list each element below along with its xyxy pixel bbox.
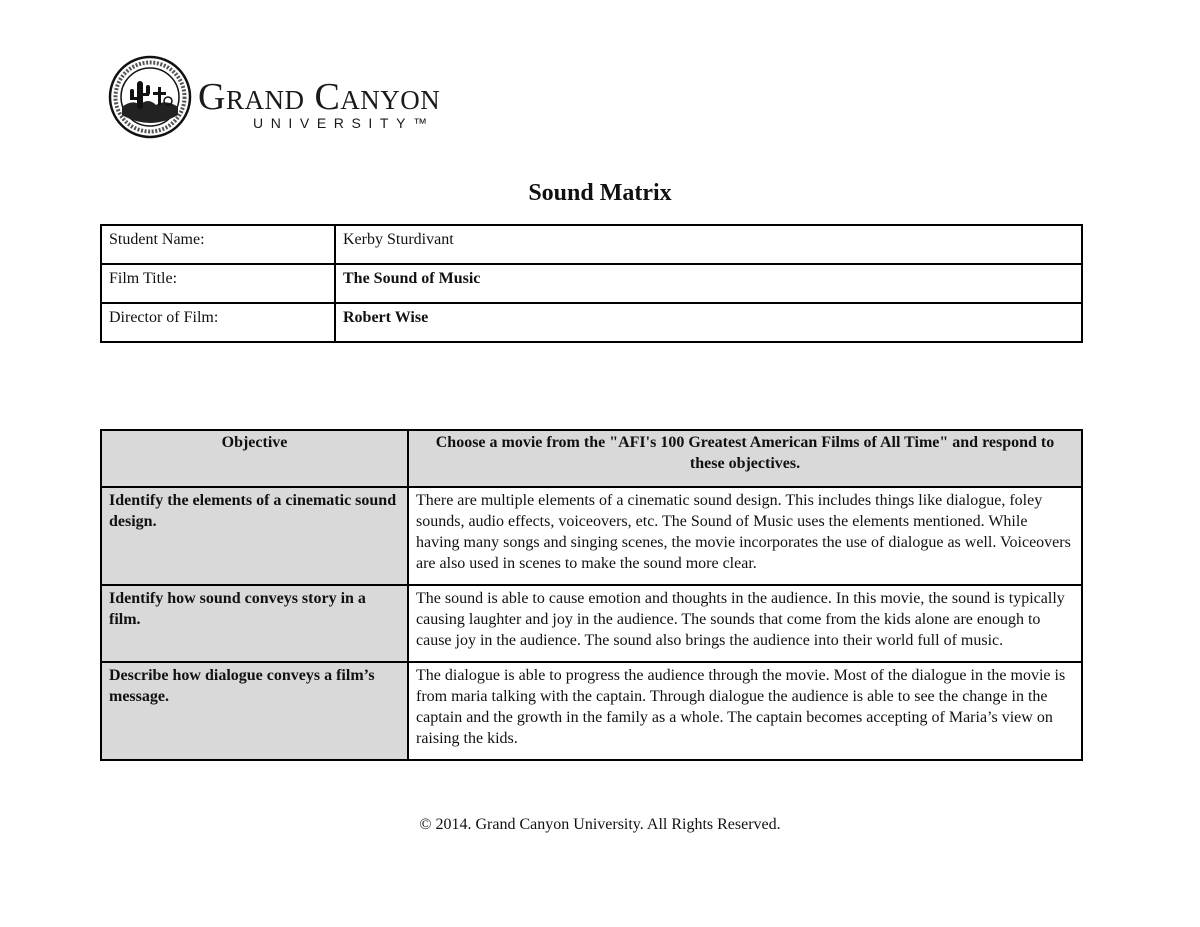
university-seal-icon — [108, 55, 192, 139]
response-cell: The sound is able to cause emotion and thoughts in the audience. In this movie, the sound is typically causing laughter and joy in the audience. The sounds that come from the kids alone are enough to cause joy in the audience. The sound also brings the audience into their world full of music. — [408, 585, 1082, 662]
wordmark-sub: UNIVERSITY™ — [253, 115, 435, 131]
response-column-header: Choose a movie from the "AFI's 100 Greatest American Films of All Time" and respond to these objectives. — [408, 430, 1082, 487]
objective-column-header: Objective — [101, 430, 408, 487]
sound-matrix-table — [100, 429, 1083, 761]
objective-cell: Describe how dialogue conveys a film’s message. — [101, 662, 408, 760]
table-row — [101, 662, 1082, 760]
table-row — [101, 585, 1082, 662]
info-row-student — [101, 225, 1082, 264]
university-wordmark — [198, 77, 440, 131]
info-row-director — [101, 303, 1082, 342]
wordmark-main: Grand Canyon — [198, 76, 441, 118]
response-cell: There are multiple elements of a cinematic sound design. This includes things like dialogue, foley sounds, audio effects, voiceovers, etc. The Sound of Music uses the elements mentioned. While having many songs and singing scenes, the movie incorporates the use of dialogue as well. Voiceovers are also used in scenes to make the sound more clear. — [408, 487, 1082, 585]
university-logo — [108, 55, 488, 141]
document-title: Sound Matrix — [528, 180, 672, 206]
table-row — [101, 487, 1082, 585]
copyright-footer: © 2014. Grand Canyon University. All Rights Reserved. — [419, 816, 781, 833]
film-title-value: The Sound of Music — [335, 264, 1082, 303]
director-value: Robert Wise — [335, 303, 1082, 342]
director-label: Director of Film: — [101, 303, 335, 342]
objective-cell: Identify the elements of a cinematic sound design. — [101, 487, 408, 585]
info-row-film — [101, 264, 1082, 303]
student-name-label: Student Name: — [101, 225, 335, 264]
student-name-value: Kerby Sturdivant — [335, 225, 1082, 264]
student-info-table — [100, 224, 1083, 343]
matrix-header-row — [101, 430, 1082, 487]
film-title-label: Film Title: — [101, 264, 335, 303]
objective-cell: Identify how sound conveys story in a film. — [101, 585, 408, 662]
response-cell: The dialogue is able to progress the audience through the movie. Most of the dialogue in the movie is from maria talking with the captain. Through dialogue the audience is able to see the change in the captain and the growth in the family as a whole. The captain becomes accepting of Maria’s view on raising the kids. — [408, 662, 1082, 760]
